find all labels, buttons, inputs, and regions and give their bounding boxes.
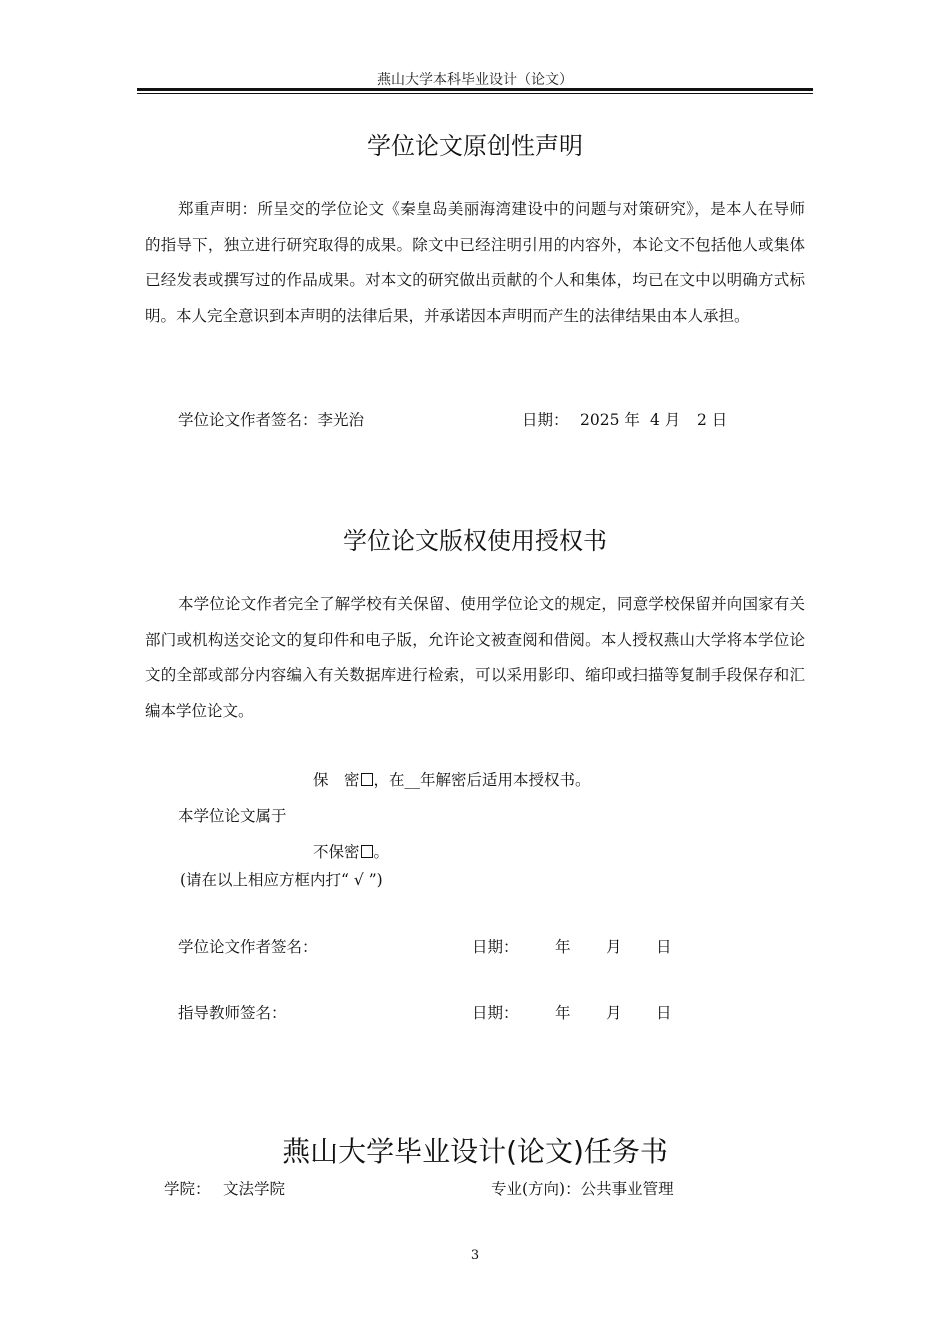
advisor-date-year: 年: [555, 1004, 571, 1022]
originality-paragraph: 郑重声明：所呈交的学位论文《秦皇岛美丽海湾建设中的问题与对策研究》，是本人在导师的指导下，独立进行研究取得的成果。除文中已经注明引用的内容外，本论文不包括他人或集体已经发表或撰写过的作品成果。对本文的研究做出贡献的个人和集体，均已在文中以明确方式标明。本人完全意识到本声明的法律后果，并承诺因本声明而产生的法律结果由本人承担。: [145, 200, 805, 325]
advisor-date-month: 月: [606, 1004, 622, 1022]
author-date-day: 日: [656, 938, 672, 956]
task-title: 燕山大学毕业设计(论文)任务书: [282, 1135, 668, 1168]
originality-date-year: 2025 年: [580, 411, 640, 429]
secret-checkbox[interactable]: [361, 773, 373, 786]
not-secret-suffix: 。: [373, 843, 390, 861]
checkbox-instruction: (请在以上相应方框内打“ √ ”): [180, 871, 383, 889]
secret-suffix: ，在__年解密后适用本授权书。: [373, 771, 591, 789]
advisor-sign-label: 指导教师签名：: [178, 1004, 287, 1022]
advisor-date-day: 日: [656, 1004, 672, 1022]
author-date-month: 月: [606, 938, 622, 956]
major-label: 专业(方向)：公共事业管理: [491, 1180, 674, 1198]
college-label: 学院：: [164, 1180, 211, 1198]
not-secret-option: [313, 840, 389, 862]
authorization-paragraph: 本学位论文作者完全了解学校有关保留、使用学位论文的规定，同意学校保留并向国家有关部门或机构送交论文的复印件和电子版，允许论文被查阅和借阅。本人授权燕山大学将本学位论文的全部或部分内容编入有关数据库进行检索，可以采用影印、缩印或扫描等复制手段保存和汇编本学位论文。: [145, 595, 805, 720]
originality-date-day: 2 日: [697, 411, 728, 429]
belongs-label: 本学位论文属于: [178, 807, 287, 825]
not-secret-checkbox[interactable]: [361, 845, 373, 858]
advisor-date-label: 日期：: [472, 1004, 519, 1022]
originality-date-label: 日期：: [522, 411, 569, 429]
not-secret-label: 不保密: [313, 843, 360, 861]
author-date-label: 日期：: [472, 938, 519, 956]
running-header: 燕山大学本科毕业设计（论文）: [377, 72, 573, 88]
page-number: 3: [470, 1248, 480, 1263]
authorization-title: 学位论文版权使用授权书: [343, 527, 607, 555]
secret-option: [313, 768, 591, 790]
college-value: 文法学院: [223, 1180, 286, 1198]
header-rule-thin: [137, 93, 813, 94]
author-date-year: 年: [555, 938, 571, 956]
header-rule-thick: [137, 88, 813, 91]
originality-date-month: 4 月: [650, 411, 681, 429]
originality-signature: 学位论文作者签名：李光治: [178, 411, 365, 429]
secret-label: 保 密: [313, 771, 360, 789]
originality-title: 学位论文原创性声明: [367, 132, 583, 160]
author-sign-label: 学位论文作者签名：: [178, 938, 318, 956]
